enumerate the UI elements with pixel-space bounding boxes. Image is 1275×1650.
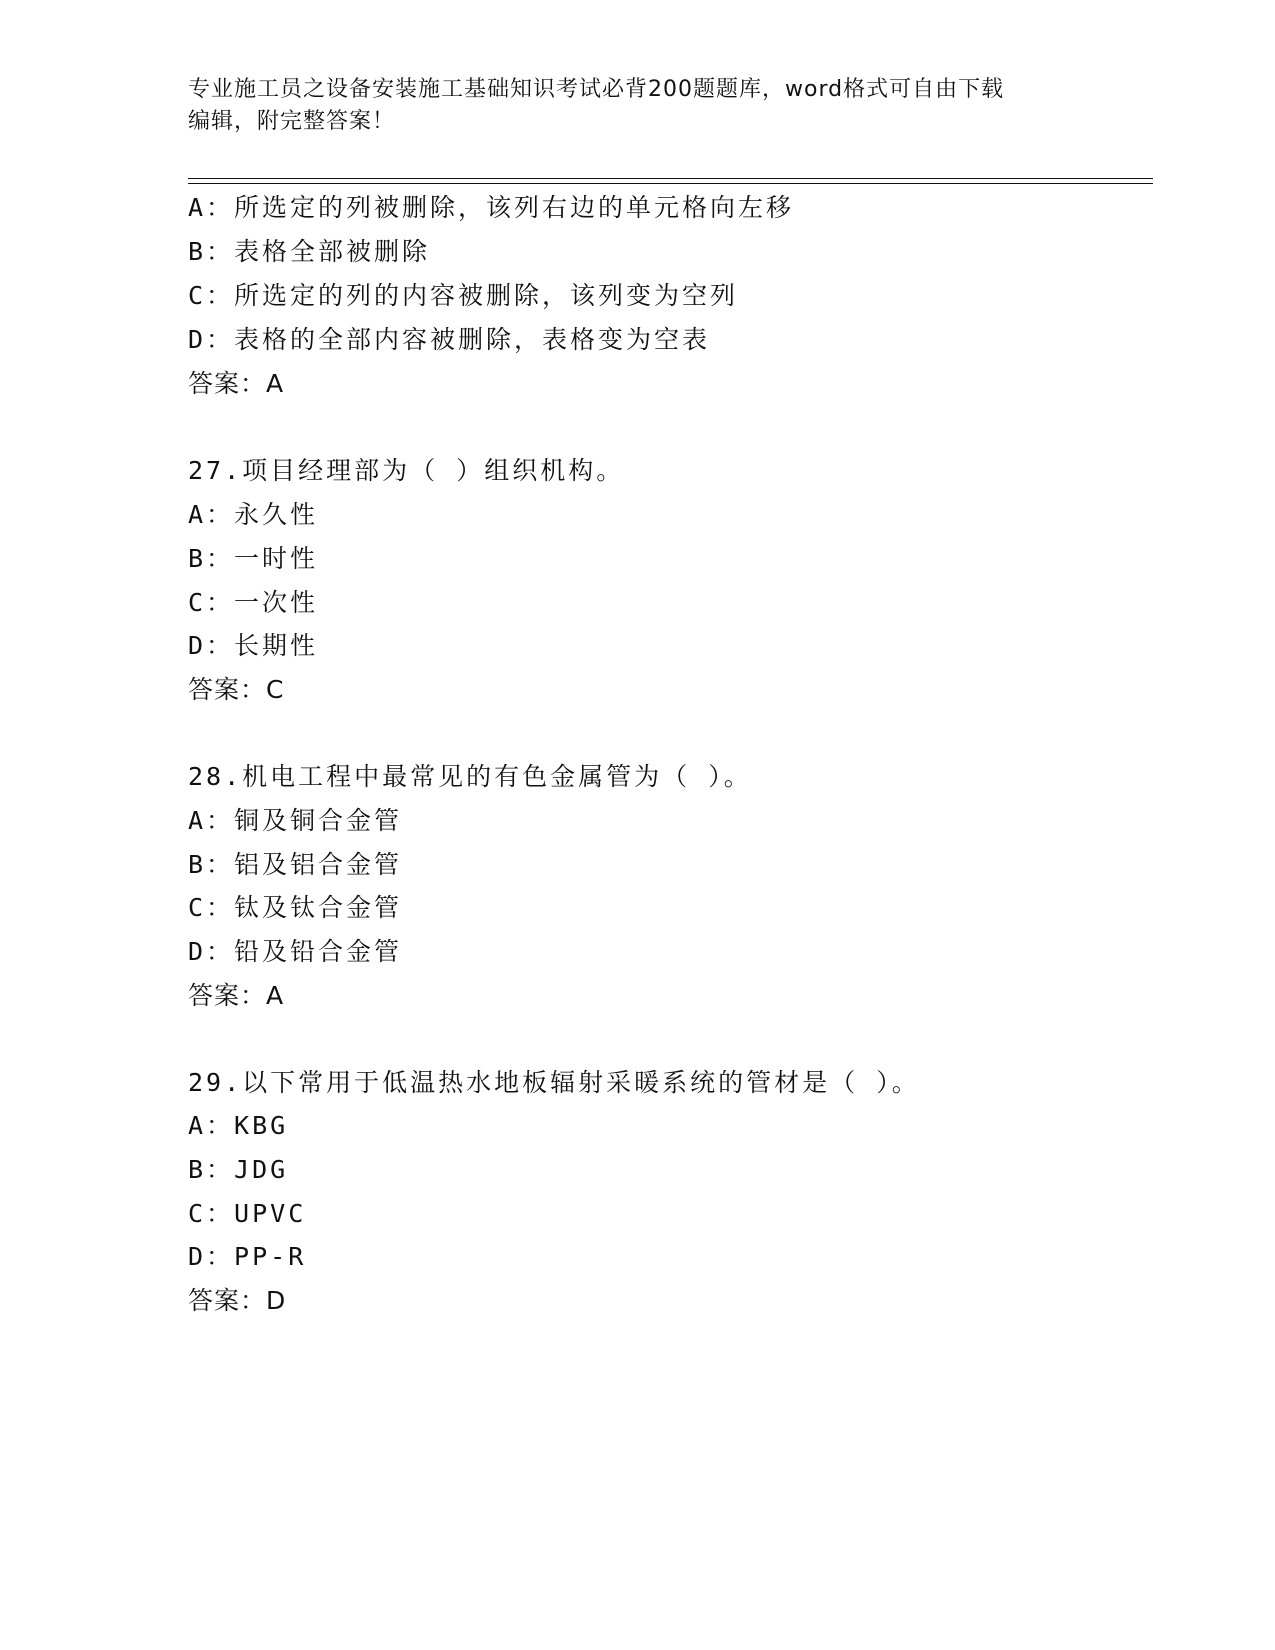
q29-option-b: B：JDG — [188, 1155, 289, 1184]
q27-question: 27.项目经理部为（ ）组织机构。 — [188, 456, 625, 485]
header-title-line-2: 编辑，附完整答案！ — [188, 109, 396, 134]
q29-option-d: D：PP-R — [188, 1242, 307, 1271]
header-divider-bottom — [188, 183, 1153, 184]
q27-answer: 答案：C — [188, 675, 285, 704]
q26-answer: 答案：A — [188, 369, 285, 398]
q27-option-c: C：一次性 — [188, 588, 319, 617]
q29-option-c: C：UPVC — [188, 1199, 307, 1228]
q28-option-b: B：铝及铝合金管 — [188, 850, 403, 879]
q28-question: 28.机电工程中最常见的有色金属管为（ ）。 — [188, 762, 752, 791]
q29-question: 29.以下常用于低温热水地板辐射采暖系统的管材是（ ）。 — [188, 1068, 920, 1097]
header-title-line-1: 专业施工员之设备安装施工基础知识考试必背200题题库，word格式可自由下载 — [188, 77, 1005, 102]
q27-option-b: B：一时性 — [188, 544, 319, 573]
q28-option-a: A：铜及铜合金管 — [188, 806, 403, 835]
q26-option-b: B：表格全部被删除 — [188, 237, 431, 266]
q27-option-a: A：永久性 — [188, 500, 319, 529]
header-divider-top — [188, 178, 1153, 179]
q27-option-d: D：长期性 — [188, 631, 319, 660]
q29-option-a: A：KBG — [188, 1111, 289, 1140]
q29-answer: 答案：D — [188, 1286, 287, 1315]
q26-option-c: C：所选定的列的内容被删除，该列变为空列 — [188, 281, 739, 310]
q28-option-c: C：钛及钛合金管 — [188, 893, 403, 922]
q26-option-a: A：所选定的列被删除，该列右边的单元格向左移 — [188, 193, 795, 222]
q28-option-d: D：铅及铅合金管 — [188, 937, 403, 966]
q26-option-d: D：表格的全部内容被删除，表格变为空表 — [188, 325, 711, 354]
document-header — [188, 74, 1088, 138]
q28-answer: 答案：A — [188, 981, 285, 1010]
